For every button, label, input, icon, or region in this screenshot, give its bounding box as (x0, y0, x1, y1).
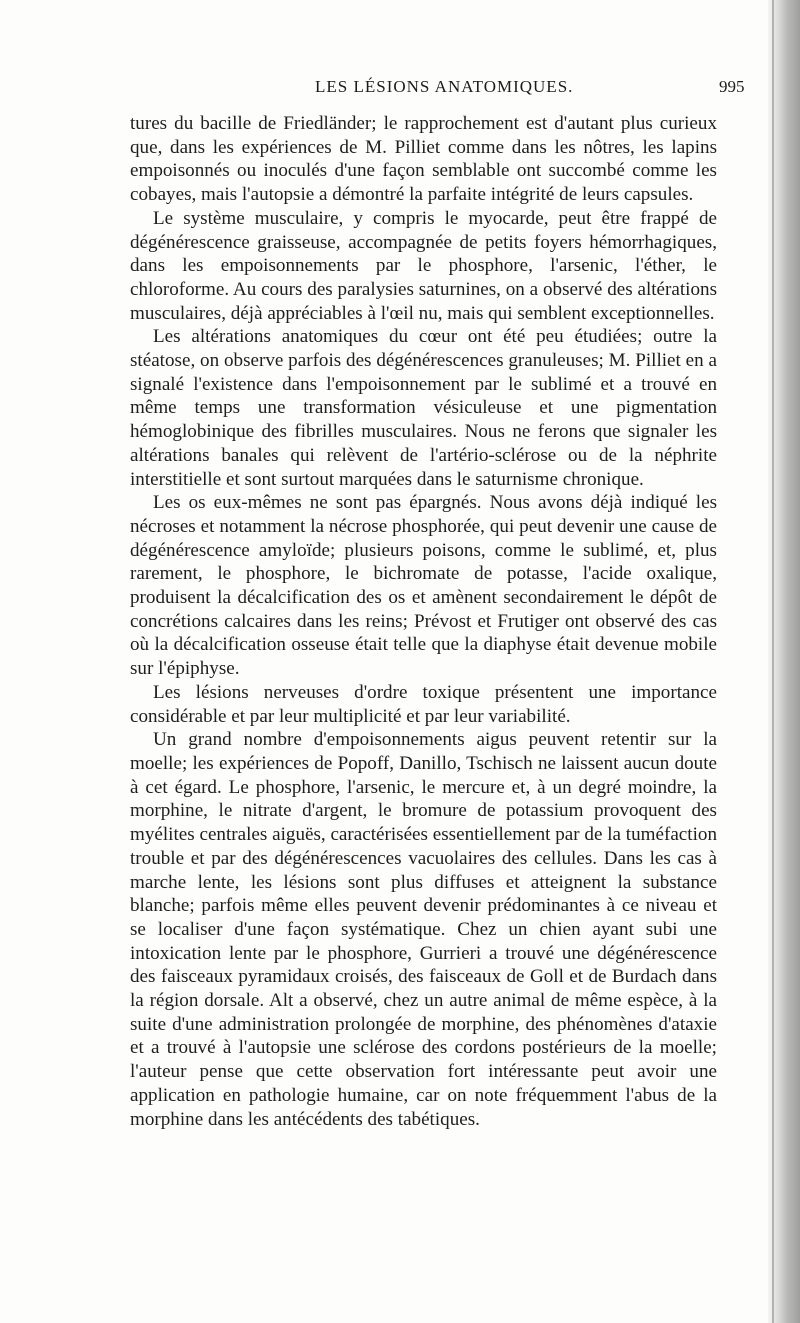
running-title: LES LÉSIONS ANATOMIQUES. (315, 77, 574, 96)
body-text (130, 112, 717, 1131)
page-header (0, 77, 768, 101)
paragraph-continued: tures du bacille de Friedländer; le rapprochement est d'autant plus curieux que, dans les expériences de M. Pilliet comme dans les nôtres, les lapins empoisonnés ou inoculés d'une façon semblable ont succombé comme les cobayes, mais l'autopsie a démontré la parfaite intégrité de leurs capsules. (130, 113, 717, 206)
paragraph-nervous-lesions: Les lésions nerveuses d'ordre toxique présentent une importance considérable et par leur multiplicité et par leur variabilité. (130, 681, 717, 727)
page-edge-line (772, 0, 774, 1323)
paragraph-bones: Les os eux-mêmes ne sont pas épargnés. Nous avons déjà indiqué les nécroses et notamment la nécrose phosphorée, qui peut devenir une cause de dégénérescence amyloïde; plusieurs poisons, comme le sublimé, et, plus rarement, le phosphore, le bichromate de potasse, l'acide oxalique, produisent la décalcification des os et amènent secondairement le dépôt de concrétions calcaires dans les reins; Prévost et Frutiger ont observé des cas où la décalcification osseuse était telle que la diaphyse était devenue mobile sur l'épiphyse. (130, 492, 717, 680)
paragraph-spinal-cord: Un grand nombre d'empoisonnements aigus peuvent retentir sur la moelle; les expériences de Popoff, Danillo, Tschisch ne laissent aucun doute à cet égard. Le phosphore, l'arsenic, le mercure et, à un degré moindre, la morphine, le nitrate d'argent, le bromure de potassium provoquent des myélites centrales aiguës, caractérisées essentiellement par de la tuméfaction trouble et par des dégénérescences vacuolaires des cellules. Dans les cas à marche lente, les lésions sont plus diffuses et atteignent la substance blanche; parfois même elles peuvent devenir prédominantes à ce niveau et se localiser d'une façon systématique. Chez un chien ayant subi une intoxication lente par le phosphore, Gurrieri a trouvé une dégénérescence des faisceaux pyramidaux croisés, des faisceaux de Goll et de Burdach dans la région dorsale. Alt a observé, chez un autre animal de même espèce, à la suite d'une administration prolongée de morphine, des phénomènes d'ataxie et a trouvé à l'autopsie une sclérose des cordons postérieurs de la moelle; l'auteur pense que cette observation fort intéressante peut avoir une application en pathologie humaine, car on note fréquemment l'abus de la morphine dans les antécédents des tabétiques. (130, 729, 717, 1130)
page-number: 995 (719, 77, 745, 96)
paragraph-heart: Les altérations anatomiques du cœur ont été peu étudiées; outre la stéatose, on observe parfois des dégénérescences granuleuses; M. Pilliet en a signalé l'existence dans l'empoisonnement par le sublimé et a trouvé en même temps une transformation vésiculeuse et une pigmentation hémoglobinique des fibrilles musculaires. Nous ne ferons que signaler les altérations banales qui relèvent de l'artério-sclérose ou de la néphrite interstitielle et sont surtout marquées dans le saturnisme chronique. (130, 326, 717, 490)
paragraph-muscular-system: Le système musculaire, y compris le myocarde, peut être frappé de dégénérescence graisseuse, accompagnée de petits foyers hémorrhagiques, dans les empoisonnements par le phosphore, l'arsenic, l'éther, le chloroforme. Au cours des paralysies saturnines, on a observé des altérations musculaires, déjà appréciables à l'œil nu, mais qui semblent exceptionnelles. (130, 207, 717, 324)
